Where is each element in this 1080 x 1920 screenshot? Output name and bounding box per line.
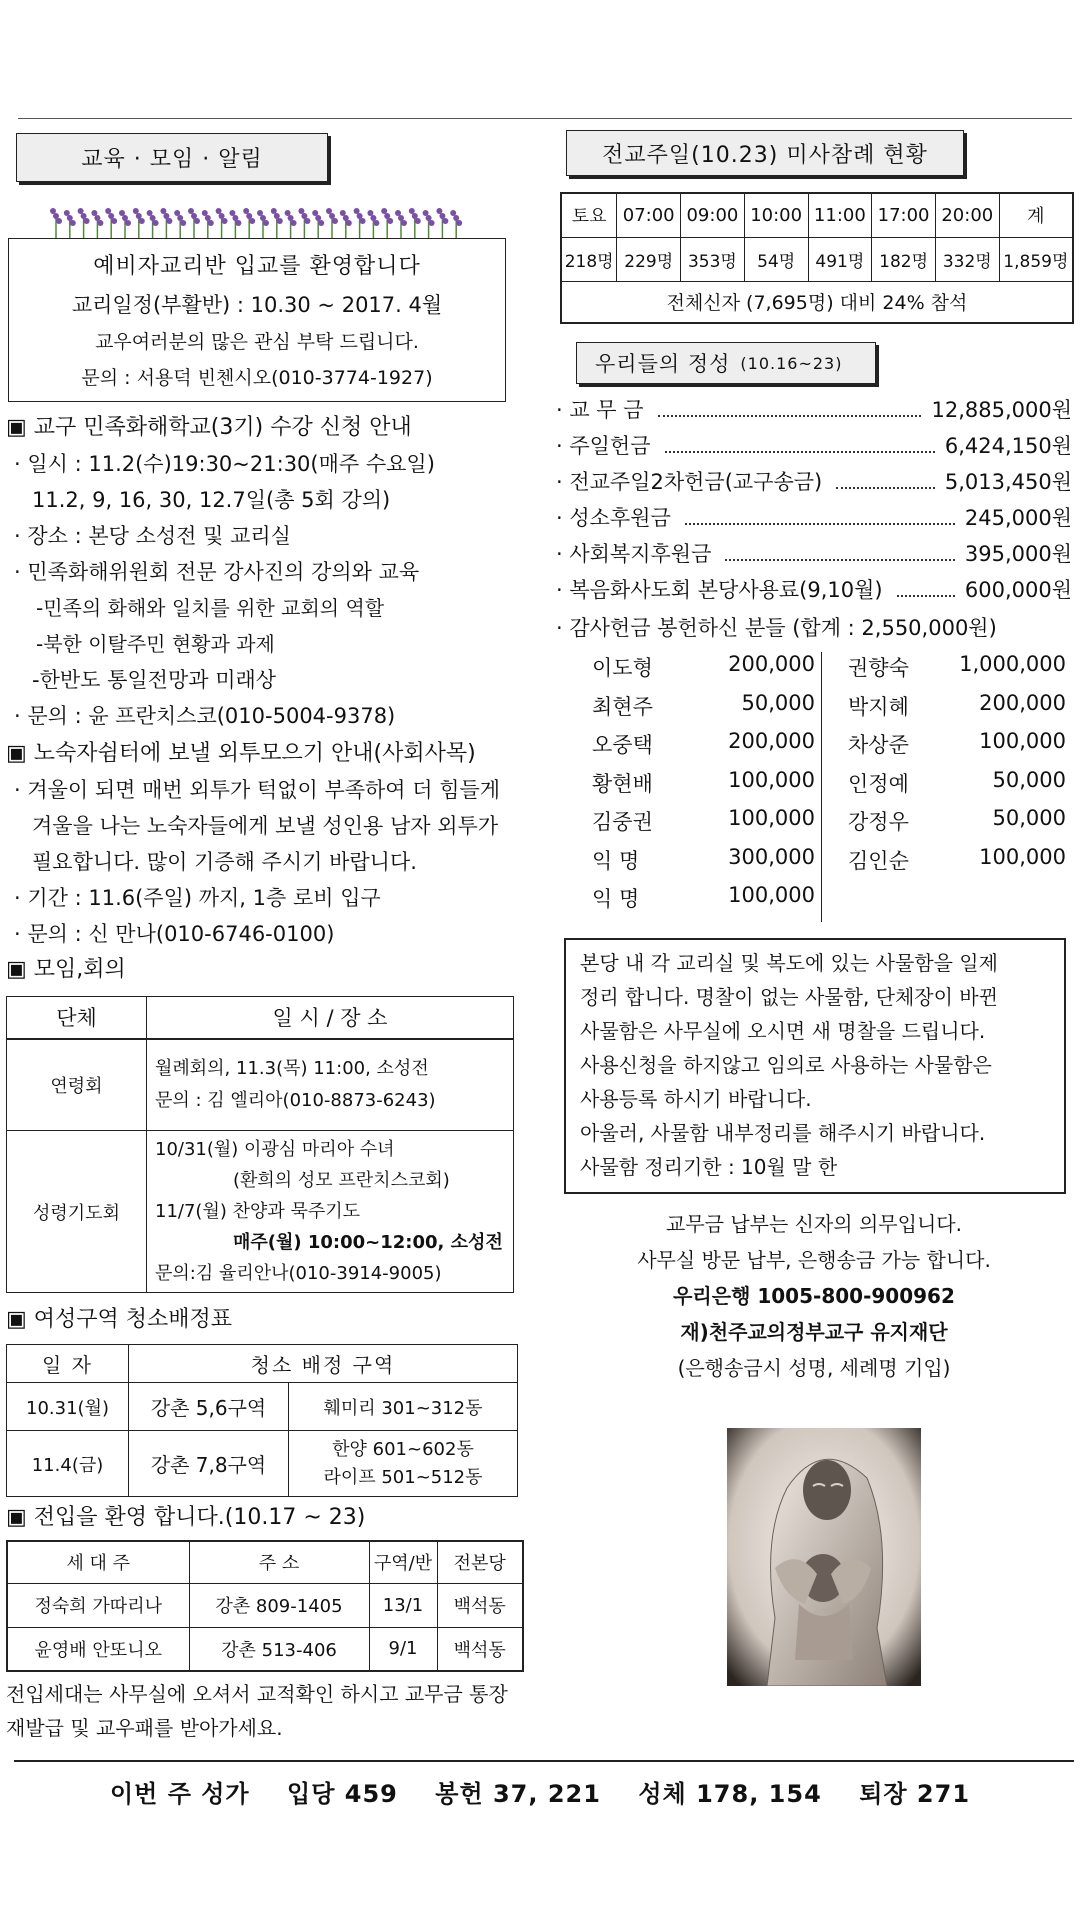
section-title: 교육 · 모임 · 알림 (16, 133, 328, 182)
newcomers-cell: 백석동 (437, 1583, 523, 1627)
attendance-value-row (561, 237, 1073, 281)
donor-amount: 50,000 (741, 690, 815, 715)
flower-blossom (367, 210, 373, 216)
newcomers-cell: 윤영배 안또니오 (7, 1627, 189, 1671)
donor-amount: 200,000 (728, 729, 815, 753)
donor-amount: 300,000 (728, 844, 815, 869)
donor-row (556, 768, 821, 806)
dues-line: (은행송금시 성명, 세례명 기입) (677, 1356, 951, 1380)
flower-blossom (257, 210, 263, 216)
newcomers-heading: ▣ 전입을 환영 합니다.(10.17 ~ 23) (6, 1505, 366, 1530)
school-heading: ▣ 교구 민족화해학교(3기) 수강 신청 안내 (6, 415, 412, 440)
flower-blossom (205, 215, 211, 221)
flower-blossom (285, 210, 291, 216)
hymn-numbers: 이번 주 성가 입당 459 봉헌 37, 221 성체 178, 154 퇴장 271 (109, 1780, 971, 1808)
offering-item (556, 466, 1072, 502)
locker-notice (564, 938, 1066, 1194)
coat-line: · 문의 : 신 만나(010-6746-0100) (14, 922, 335, 946)
attendance-header-cell: 20:00 (935, 193, 999, 237)
flower-blossom (53, 213, 59, 219)
donor-name: 차상준 (848, 733, 909, 757)
flower-blossom (78, 208, 84, 214)
cleaning-date: 10.31(월) (7, 1383, 129, 1431)
donor-row (556, 691, 821, 729)
newcomers-cell: 13/1 (369, 1583, 437, 1627)
donor-name: 익 명 (592, 887, 640, 911)
donors-left (556, 652, 822, 922)
flower-blossom (343, 215, 349, 221)
flower-blossom (139, 218, 145, 224)
flower-blossom (401, 220, 407, 226)
donor-name: 박지혜 (848, 694, 909, 719)
flower-blossom (246, 213, 252, 219)
flower-blossom (194, 218, 200, 224)
donor-name: 김인순 (848, 848, 909, 873)
donor-name: 최현주 (592, 694, 653, 719)
flower-blossom (84, 218, 90, 224)
flower-blossom (357, 213, 363, 219)
flower-blossom (412, 213, 418, 219)
flower-blossom (298, 208, 304, 214)
offering-item (556, 502, 1072, 538)
cleaning-area (289, 1431, 518, 1497)
flower-blossom (150, 215, 156, 221)
flower-blossom (235, 220, 241, 226)
attendance-header-cell: 09:00 (681, 193, 745, 237)
newcomers-cell: 9/1 (369, 1627, 437, 1671)
flower-blossom (177, 215, 183, 221)
newcomers-note: 전입세대는 사무실에 오셔서 교적확인 하시고 교무금 통장 (6, 1682, 508, 1706)
flower-blossom (373, 220, 379, 226)
cleaning-col-date: 일 자 (7, 1345, 129, 1383)
flower-blossom (387, 218, 393, 224)
school-line: · 일시 : 11.2(수)19:30~21:30(매주 수요일) (14, 452, 435, 476)
flower-blossom (346, 220, 352, 226)
flower-blossom (409, 208, 415, 214)
donor-name: 익 명 (592, 848, 640, 873)
attendance-header-cell: 10:00 (744, 193, 808, 237)
locker-line: 사용등록 하시기 바랍니다. (580, 1087, 812, 1111)
attendance-summary: 전체신자 (7,695명) 대비 24% 참석 (561, 281, 1073, 323)
locker-line: 사물함은 사무실에 오시면 새 명찰을 드립니다. (580, 1019, 986, 1043)
attendance-header-cell: 계 (999, 193, 1073, 237)
flower-blossom (81, 213, 87, 219)
attendance-header-row (561, 193, 1073, 237)
meeting-detail (147, 1131, 514, 1293)
donor-amount: 200,000 (728, 652, 815, 676)
flower-blossom (243, 208, 249, 214)
welcome-note: 교우여러분의 많은 관심 부탁 드립니다. (95, 331, 419, 353)
cleaning-date: 11.4(금) (7, 1431, 129, 1497)
donor-amount: 1,000,000 (959, 652, 1066, 676)
flower-blossom (136, 213, 142, 219)
flower-blossom (426, 215, 432, 221)
donor-amount: 100,000 (979, 729, 1066, 753)
locker-line: 아울러, 사물함 내부정리를 해주시기 바랍니다. (580, 1121, 986, 1145)
flower-blossom (163, 213, 169, 219)
meeting-line: 문의:김 율리안나(010-3914-9005) (155, 1263, 442, 1284)
flower-blossom (453, 215, 459, 221)
flower-blossom (326, 208, 332, 214)
flower-blossom (153, 220, 159, 226)
flower-blossom (318, 220, 324, 226)
meeting-line: 월례회의, 11.3(목) 11:00, 소성전 (155, 1057, 429, 1079)
coat-line: 필요합니다. 많이 기증해 주시기 바랍니다. (32, 850, 417, 874)
flower-blossom (166, 218, 172, 224)
flower-blossom (97, 220, 103, 226)
flower-blossom (122, 215, 128, 221)
school-line: · 민족화해위원회 전문 강사진의 강의와 교육 (14, 560, 420, 584)
offering-label: · 전교주일2차헌금(교구송금) (556, 470, 823, 494)
meeting-detail (147, 1039, 514, 1131)
donor-amount: 100,000 (728, 883, 815, 907)
flower-blossom (105, 208, 111, 214)
flower-blossom (67, 215, 73, 221)
coat-line: 겨울을 나는 노숙자들에게 보낼 성인용 남자 외투가 (32, 814, 499, 838)
leader-dots (665, 451, 935, 453)
locker-line: 사물함 정리기한 : 10월 말 한 (580, 1155, 838, 1179)
donor-amount: 100,000 (728, 767, 815, 792)
attendance-title: 전교주일(10.23) 미사참례 현황 (566, 130, 964, 176)
newcomers-cell: 정숙희 가따리나 (7, 1583, 189, 1627)
donor-row (556, 883, 821, 921)
newcomers-col: 전본당 (437, 1541, 523, 1583)
dues-account: 우리은행 1005-800-900962 (673, 1284, 955, 1308)
flower-blossom (301, 213, 307, 219)
offering-label: · 성소후원금 (556, 506, 671, 530)
meeting-heading: ▣ 모임,회의 (6, 957, 126, 982)
donor-amount: 200,000 (979, 690, 1066, 715)
flower-blossom (423, 210, 429, 216)
donor-name: 김중권 (592, 810, 653, 834)
newcomers-col: 주 소 (189, 1541, 369, 1583)
flower-blossom (315, 215, 321, 221)
flower-blossom (291, 220, 297, 226)
flower-blossom (188, 208, 194, 214)
flower-blossom (288, 215, 294, 221)
flower-blossom (64, 210, 70, 216)
flower-blossom (439, 213, 445, 219)
offering-amount: 12,885,000원 (931, 398, 1072, 422)
flower-blossom (263, 220, 269, 226)
flower-blossom (429, 220, 435, 226)
dues-line: 교무금 납부는 신자의 의무입니다. (666, 1212, 962, 1236)
offering-period: (10.16~23) (740, 353, 843, 373)
offering-amount: 395,000원 (964, 542, 1072, 566)
school-line: -북한 이탈주민 현황과 과제 (36, 632, 275, 656)
flower-border-decoration (50, 203, 470, 243)
donor-row (556, 806, 821, 844)
donor-name: 권향숙 (848, 656, 909, 680)
flower-blossom (332, 218, 338, 224)
flower-blossom (70, 220, 76, 226)
flower-blossom (125, 220, 131, 226)
cleaning-area-line: 라이프 501~512동 (323, 1466, 483, 1488)
donor-row (822, 691, 1074, 729)
donors-right (822, 652, 1074, 882)
coat-line: · 겨울이 되면 매번 외투가 턱없이 부족하여 더 힘들게 (14, 778, 501, 802)
attendance-value-cell: 182명 (872, 237, 936, 281)
attendance-value-cell: 491명 (808, 237, 872, 281)
flower-blossom (312, 210, 318, 216)
offering-list (556, 394, 1072, 610)
offering-item (556, 538, 1072, 574)
attendance-header-cell: 17:00 (872, 193, 936, 237)
meeting-col-group: 단체 (7, 997, 147, 1039)
flower-blossom (229, 210, 235, 216)
attendance-header-cell: 토요 (561, 193, 617, 237)
offering-title-box (576, 342, 876, 384)
welcome-box (8, 238, 506, 402)
flower-blossom (370, 215, 376, 221)
donor-row (556, 729, 821, 767)
school-line: -민족의 화해와 일치를 위한 교회의 역할 (36, 596, 385, 620)
cleaning-col-area: 청소 배정 구역 (129, 1345, 518, 1383)
leader-dots (658, 415, 922, 417)
flower-blossom (354, 208, 360, 214)
flower-blossom (360, 218, 366, 224)
offering-item (556, 430, 1072, 466)
flower-blossom (381, 208, 387, 214)
donor-name: 황현배 (592, 771, 653, 796)
flower-blossom (174, 210, 180, 216)
donor-row (556, 845, 821, 883)
attendance-value-cell: 229명 (617, 237, 681, 281)
flower-blossom (450, 210, 456, 216)
donor-amount: 50,000 (992, 767, 1066, 792)
meeting-line: (환희의 성모 프란치스코회) (233, 1170, 450, 1191)
newcomers-table (6, 1540, 524, 1672)
flower-blossom (180, 220, 186, 226)
newcomers-col: 세 대 주 (7, 1541, 189, 1583)
coat-heading: ▣ 노숙자쉼터에 보낼 외투모으기 안내(사회사목) (6, 741, 476, 766)
donor-row (822, 845, 1074, 883)
school-line: 11.2, 9, 16, 30, 12.7일(총 5회 강의) (32, 488, 391, 512)
flower-blossom (442, 218, 448, 224)
offering-title: 우리들의 정성 (595, 352, 731, 376)
offering-label: · 사회복지후원금 (556, 542, 712, 566)
madonna-statue-image (727, 1428, 921, 1686)
footer-rule (14, 1760, 1074, 1762)
flower-blossom (329, 213, 335, 219)
donor-name: 인정예 (848, 771, 909, 796)
flower-blossom (271, 208, 277, 214)
locker-line: 정리 합니다. 명찰이 없는 사물함, 단체장이 바뀐 (580, 985, 998, 1009)
meeting-col-datetime: 일 시 / 장 소 (147, 997, 514, 1039)
attendance-header-cell: 11:00 (808, 193, 872, 237)
attendance-table (560, 192, 1074, 324)
flower-blossom (202, 210, 208, 216)
flower-blossom (384, 213, 390, 219)
meeting-line: 문의 : 김 엘리아(010-8873-6243) (155, 1089, 436, 1111)
flower-blossom (398, 215, 404, 221)
offering-label: · 주일헌금 (556, 434, 651, 458)
offering-label: · 복음화사도회 본당사용료(9,10월) (556, 578, 883, 602)
flower-blossom (208, 220, 214, 226)
flower-blossom (94, 215, 100, 221)
flower-blossom (415, 218, 421, 224)
locker-line: 사용신청을 하지않고 임의로 사용하는 사물함은 (580, 1053, 992, 1077)
dues-notice (556, 1206, 1072, 1386)
newcomers-note: 재발급 및 교우패를 받아가세요. (6, 1716, 283, 1740)
flower-blossom (219, 213, 225, 219)
top-rule (18, 118, 1072, 119)
offering-amount: 5,013,450원 (944, 470, 1072, 494)
cleaning-table (6, 1344, 518, 1497)
dues-line: 사무실 방문 납부, 은행송금 가능 합니다. (637, 1248, 991, 1272)
locker-line: 본당 내 각 교리실 및 복도에 있는 사물함을 일제 (580, 951, 998, 975)
flower-blossom (111, 218, 117, 224)
coat-line: · 기간 : 11.6(주일) 까지, 1층 로비 입구 (14, 886, 381, 910)
donor-amount: 50,000 (992, 806, 1066, 830)
flower-blossom (436, 208, 442, 214)
offering-item (556, 574, 1072, 610)
cleaning-area: 강촌 7,8구역 (129, 1431, 289, 1497)
donor-amount: 100,000 (728, 806, 815, 830)
meeting-line: 10/31(월) 이광심 마리아 수녀 (155, 1139, 395, 1160)
cleaning-area-line: 한양 601~602동 (332, 1438, 474, 1460)
offering-amount: 600,000원 (964, 578, 1072, 602)
flower-blossom (456, 220, 462, 226)
donor-row (822, 652, 1074, 690)
meeting-group-name: 성령기도회 (7, 1131, 147, 1293)
flower-blossom (216, 208, 222, 214)
flower-blossom (50, 208, 56, 214)
cleaning-area: 훼미리 301~312동 (289, 1383, 518, 1431)
offering-item (556, 394, 1072, 430)
meeting-line: 매주(월) 10:00~12:00, 소성전 (233, 1232, 503, 1253)
school-line: · 장소 : 본당 소성전 및 교리실 (14, 524, 291, 548)
leader-dots (897, 595, 955, 597)
flower-blossom (260, 215, 266, 221)
flower-blossom (108, 213, 114, 219)
offering-amount: 245,000원 (964, 506, 1072, 530)
flower-blossom (147, 210, 153, 216)
attendance-value-cell: 54명 (744, 237, 808, 281)
welcome-title: 예비자교리반 입교를 환영합니다 (93, 254, 421, 279)
flower-blossom (191, 213, 197, 219)
newcomers-cell: 강촌 513-406 (189, 1627, 369, 1671)
newcomers-cell: 백석동 (437, 1627, 523, 1671)
donor-name: 이도형 (592, 656, 653, 680)
attendance-header-cell: 07:00 (617, 193, 681, 237)
flower-blossom (340, 210, 346, 216)
cleaning-area: 강촌 5,6구역 (129, 1383, 289, 1431)
cleaning-heading: ▣ 여성구역 청소배정표 (6, 1307, 233, 1332)
donor-row (822, 768, 1074, 806)
donor-name: 오중택 (592, 733, 653, 757)
attendance-value-cell: 218명 (561, 237, 617, 281)
attendance-value-cell: 353명 (681, 237, 745, 281)
thanks-heading: · 감사헌금 봉헌하신 분들 (합계 : 2,550,000원) (556, 616, 997, 640)
flower-blossom (249, 218, 255, 224)
leader-dots (836, 487, 935, 489)
offering-amount: 6,424,150원 (944, 434, 1072, 458)
meeting-group-name: 연령회 (7, 1039, 147, 1131)
flower-blossom (274, 213, 280, 219)
donor-row (822, 806, 1074, 844)
donor-row (822, 729, 1074, 767)
offering-label: · 교 무 금 (556, 398, 644, 422)
meeting-line: 11/7(월) 찬양과 묵주기도 (155, 1201, 361, 1222)
donor-name: 강정우 (848, 810, 909, 834)
flower-blossom (222, 218, 228, 224)
newcomers-cell: 강촌 809-1405 (189, 1583, 369, 1627)
welcome-schedule: 교리일정(부활반) : 10.30 ~ 2017. 4월 (71, 293, 443, 317)
flower-blossom (119, 210, 125, 216)
leader-dots (725, 559, 955, 561)
flower-blossom (56, 218, 62, 224)
flower-blossom (304, 218, 310, 224)
donor-amount: 100,000 (979, 844, 1066, 869)
newcomers-col: 구역/반 (369, 1541, 437, 1583)
dues-account-holder: 재)천주교의정부교구 유지재단 (680, 1320, 948, 1344)
flower-blossom (160, 208, 166, 214)
meeting-table (6, 996, 514, 1293)
flower-blossom (91, 210, 97, 216)
attendance-value-cell: 1,859명 (999, 237, 1073, 281)
leader-dots (685, 523, 955, 525)
flower-blossom (395, 210, 401, 216)
school-line: -한반도 통일전망과 미래상 (32, 668, 277, 692)
flower-blossom (232, 215, 238, 221)
flower-blossom (133, 208, 139, 214)
flower-blossom (277, 218, 283, 224)
attendance-value-cell: 332명 (935, 237, 999, 281)
welcome-contact: 문의 : 서용덕 빈첸시오(010-3774-1927) (81, 367, 433, 389)
donor-row (556, 652, 821, 690)
school-line: · 문의 : 윤 프란치스코(010-5004-9378) (14, 704, 396, 728)
